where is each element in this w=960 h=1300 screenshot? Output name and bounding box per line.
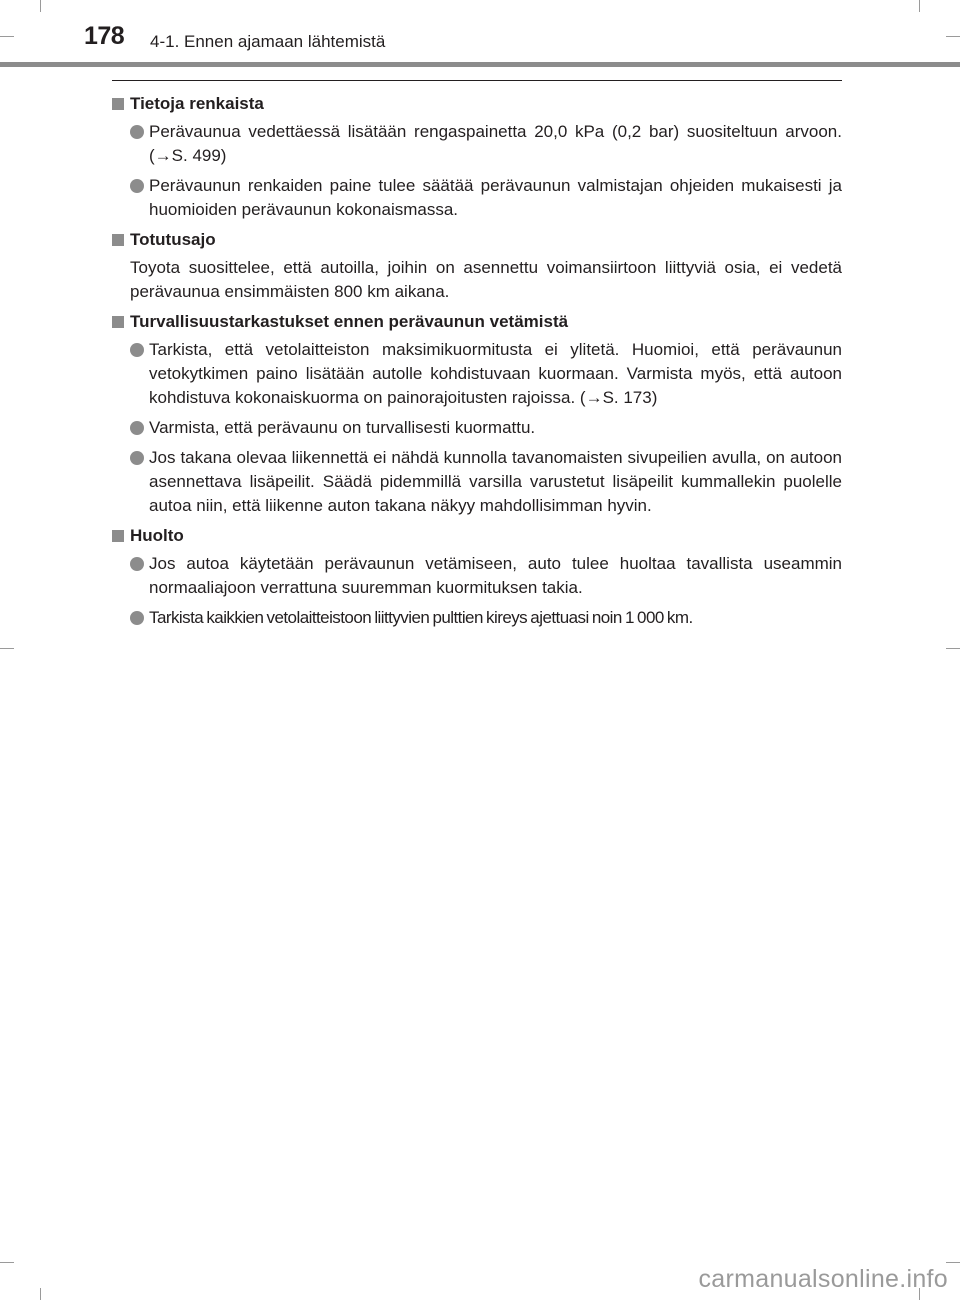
heading-text: Huolto xyxy=(130,526,184,545)
list-item xyxy=(112,174,842,222)
section-heading xyxy=(112,92,842,116)
circle-bullet-icon xyxy=(130,421,144,435)
circle-bullet-icon xyxy=(130,451,144,465)
section-heading xyxy=(112,524,842,548)
list-item xyxy=(112,338,842,410)
circle-bullet-icon xyxy=(130,125,144,139)
crop-mark xyxy=(40,1288,41,1300)
crop-mark xyxy=(919,0,920,12)
list-item xyxy=(112,120,842,168)
crop-mark xyxy=(946,1262,960,1263)
square-bullet-icon xyxy=(112,98,124,110)
square-bullet-icon xyxy=(112,234,124,246)
list-item xyxy=(112,606,842,630)
crop-mark xyxy=(0,1262,14,1263)
crop-mark xyxy=(946,36,960,37)
heading-text: Tietoja renkaista xyxy=(130,94,264,113)
section-heading xyxy=(112,228,842,252)
list-item-text: Tarkista kaikkien vetolaitteistoon liittyvien pulttien kireys ajettuasi noin 1 000 km. xyxy=(149,608,693,627)
circle-bullet-icon xyxy=(130,179,144,193)
list-item xyxy=(112,446,842,518)
crop-mark xyxy=(0,648,14,649)
header-bar xyxy=(0,62,960,67)
list-item xyxy=(112,552,842,600)
list-item-text: Jos takana olevaa liikennettä ei nähdä kunnolla tavanomaisten sivupeilien avulla, on autoon asennettava lisäpeilit. Säädä pidemmillä varsilla varustetut lisäpeilit kummallekin puolelle autoa niin, että liikenne auton takana näkyy mahdollisimman hyvin. xyxy=(149,448,842,515)
crop-mark xyxy=(0,36,14,37)
section-safety-checks xyxy=(112,310,842,518)
crop-mark xyxy=(40,0,41,12)
section-heading xyxy=(112,310,842,334)
content xyxy=(112,92,842,636)
list-item-text: Varmista, että perävaunu on turvallisesti kuormattu. xyxy=(149,418,536,437)
watermark: carmanualsonline.info xyxy=(698,1265,948,1293)
circle-bullet-icon xyxy=(130,557,144,571)
section-tire-info xyxy=(112,92,842,222)
list-item xyxy=(112,416,842,440)
list-item-text: Jos autoa käytetään perävaunun vetämiseen, auto tulee huoltaa tavallista useammin normaaliajoon verrattuna suuremman kuormituksen takia. xyxy=(149,554,842,597)
page-number: 178 xyxy=(84,22,125,50)
list-item-text: Tarkista, että vetolaitteiston maksimikuormitusta ei ylitetä. Huomioi, että perävaunun vetokytkimen paino lisätään autolle kohdistuvaan kuormaan. Varmista myös, että autoon kohdistuva kokonaiskuorma on painorajoitusten rajoissa. (→S. 173) xyxy=(149,340,842,407)
square-bullet-icon xyxy=(112,316,124,328)
list-item-text: Perävaunun renkaiden paine tulee säätää perävaunun valmistajan ohjeiden mukaisesti ja huomioiden perävaunun kokonaismassa. xyxy=(149,176,842,219)
top-rule xyxy=(112,80,842,81)
square-bullet-icon xyxy=(112,530,124,542)
section-maintenance xyxy=(112,524,842,630)
circle-bullet-icon xyxy=(130,611,144,625)
heading-text: Turvallisuustarkastukset ennen perävaunun vetämistä xyxy=(130,312,569,331)
section-break-in xyxy=(112,228,842,304)
heading-text: Totutusajo xyxy=(130,230,216,249)
list-item-text: Perävaunua vedettäessä lisätään rengaspainetta 20,0 kPa (0,2 bar) suositeltuun arvoon. (→S. 499) xyxy=(149,122,842,165)
circle-bullet-icon xyxy=(130,343,144,357)
paragraph: Toyota suosittelee, että autoilla, joihin on asennettu voimansiirtoon liittyviä osia, ei vedetä perävaunua ensimmäisten 800 km aikana. xyxy=(130,258,842,301)
section-title: 4-1. Ennen ajamaan lähtemistä xyxy=(150,32,386,51)
crop-mark xyxy=(946,648,960,649)
